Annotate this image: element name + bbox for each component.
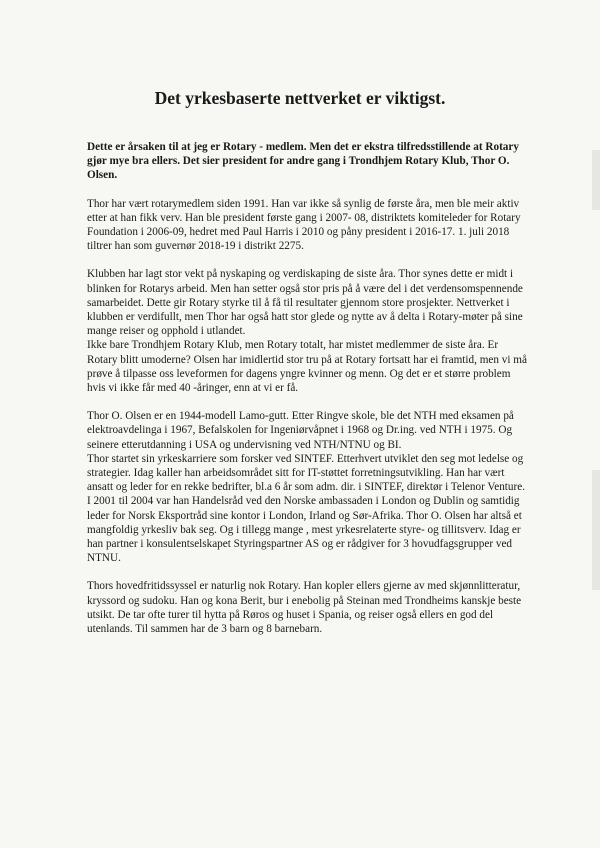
body-paragraph: Klubben har lagt stor vekt på nyskaping og verdiskaping de siste åra. Thor synes dette er midt i blinken for Rotarys arbeid. Men han setter også stor pris på å være del i det verdensomspennende samarbeidet. Dette gir Rotary styrke til å få til resultater gjennom store prosjekter. Nettverket i klubben er verdifullt, men Thor har også hatt stor glede og nytte av å delta i Rotary-møter på sine mange reiser og opphold i utlandet. bbox=[87, 268, 523, 338]
body-paragraph: Thors hovedfritidssyssel er naturlig nok Rotary. Han kopler ellers gjerne av med skjønnlitteratur, kryssord og sudoku. Han og kona Berit, bur i enebolig på Steinan med Trondheims kanskje beste utsikt. De tar ofte turer til hytta på Røros og huset i Spania, og reiser også ellers en god del utenlands. Til sammen har de 3 barn og 8 barnebarn. bbox=[87, 580, 522, 636]
scan-edge-mark bbox=[592, 150, 600, 210]
lead-paragraph: Dette er årsaken til at jeg er Rotary - medlem. Men det er ekstra tilfredsstillende at Rotary gjør mye bra ellers. Det sier president for andre gang i Trondhjem Rotary Klub, Thor O. Olsen. bbox=[87, 141, 519, 182]
scan-edge-mark bbox=[592, 470, 600, 590]
document-body bbox=[87, 140, 527, 636]
body-paragraph: Thor har vært rotarymedlem siden 1991. Han var ikke så synlig de første åra, men ble meir aktiv etter at han fikk verv. Han ble president første gang i 2007- 08, distriktets komiteleder for Rotary Foundation i 2006-09, hedret med Paul Harris i 2010 og påny president i 2016-17. 1. juli 2018 tiltrer han som guvernør 2018-19 i distrikt 2275. bbox=[87, 197, 521, 253]
body-paragraph: Ikke bare Trondhjem Rotary Klub, men Rotary totalt, har mistet medlemmer de siste åra. Er Rotary blitt umoderne? Olsen har imidlertid stor tru på at Rotary fortsatt har ei framtid, men vi må prøve å tilpasse oss leveformen for dagens yngre kvinner og menn. Og det er et større problem hvis vi ikke får med 40 -åringer, enn at vi er få. bbox=[87, 339, 527, 395]
document-title: Det yrkesbaserte nettverket er viktigst. bbox=[154, 88, 446, 108]
body-paragraph: Thor O. Olsen er en 1944-modell Lamo-gutt. Etter Ringve skole, ble det NTH med eksamen på elektroavdelinga i 1967, Befalskolen for Ingeniørvåpnet i 1968 og Dr.ing. ved NTH i 1975. Og seinere etterutdanning i USA og undervisning ved NTH/NTNU og BI. bbox=[87, 410, 514, 451]
body-paragraph: Thor startet sin yrkeskarriere som forsker ved SINTEF. Etterhvert utviklet den seg mot ledelse og strategier. Idag kaller han arbeidsområdet sitt for IT-støttet forretningsutvikling. Han har vært ansatt og leder for en rekke bedrifter, bl.a 6 år som adm. dir. i SINTEF, direktør i Telenor Venture. I 2001 til 2004 var han Handelsråd ved den Norske ambassaden i London og Dublin og samtidig leder for Norsk Eksportråd sine kontor i London, Irland og Sør-Afrika. Thor O. Olsen har altså et mangfoldig yrkesliv bak seg. Og i tillegg mange , mest yrkesrelaterte styre- og tillitsverv. Idag er han partner i konsulentselskapet Styringspartner AS og er rådgiver for 3 hovudfagsgrupper ved NTNU. bbox=[87, 452, 525, 565]
